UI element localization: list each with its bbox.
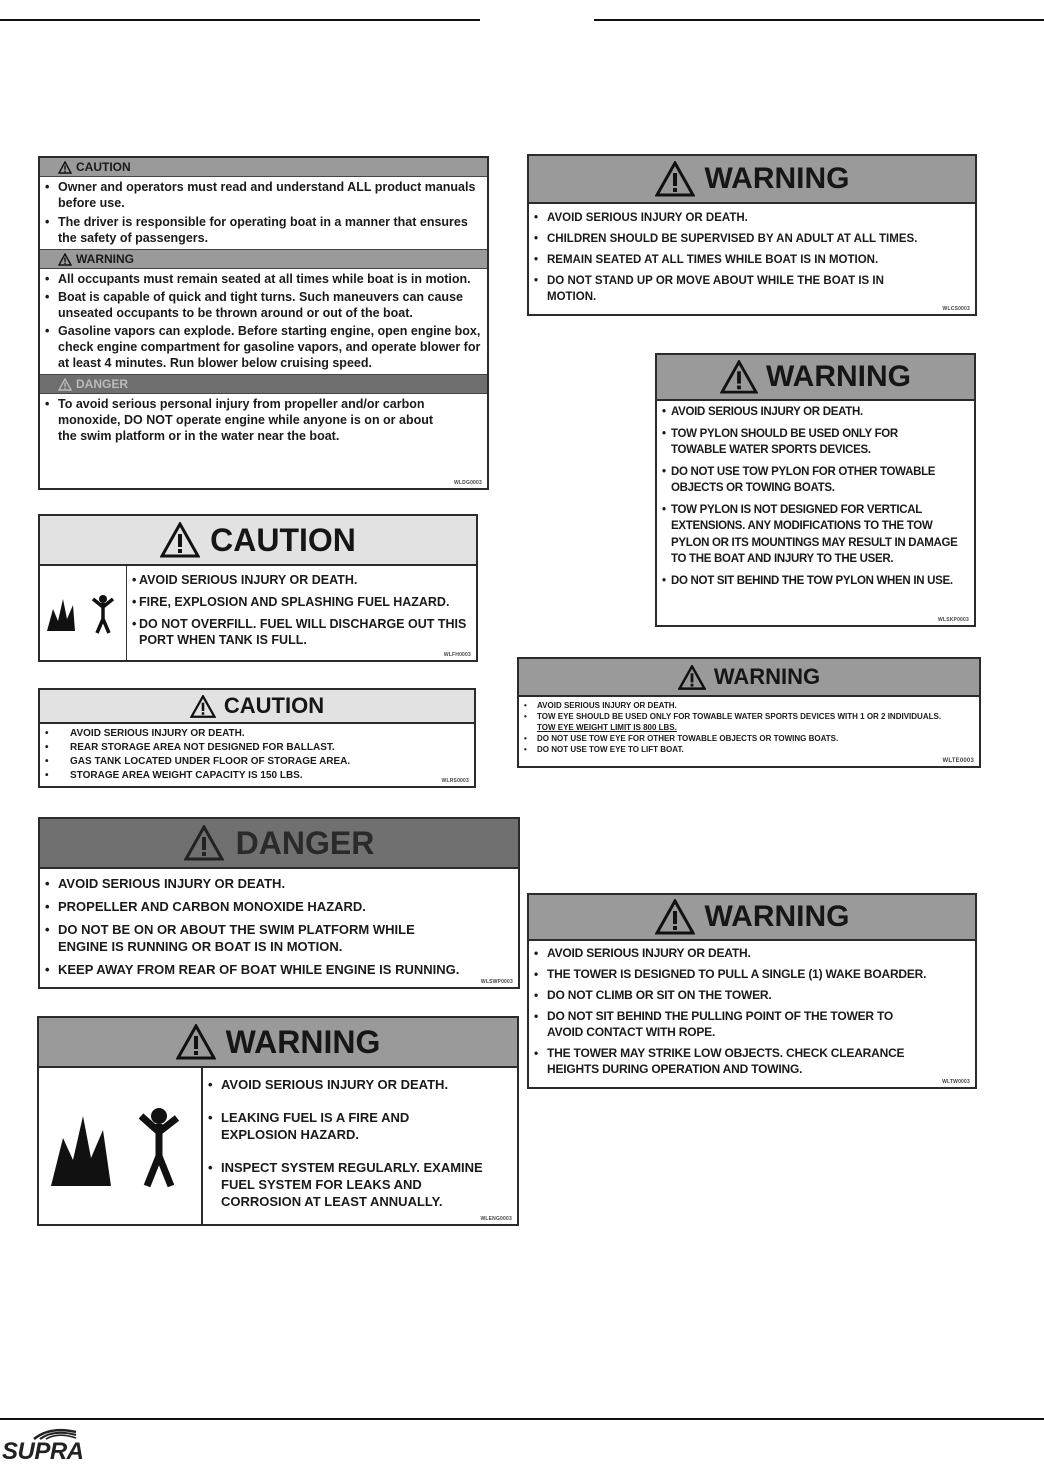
list-item: • TOW PYLON IS NOT DESIGNED FOR VERTICAL EXTENSIONS. ANY MODIFICATIONS TO THE TOW PYLON OR ITS MOUNTINGS MAY RESULT IN DAMAGE TO THE BOAT AND INJURY TO THE USER. [657,502,970,568]
supra-logo [2,1428,122,1465]
warning-header-text: WARNING [225,1023,381,1060]
combined-safety-label [38,156,489,490]
list-item: • GAS TANK LOCATED UNDER FLOOR OF STORAGE AREA. [40,755,470,769]
list-item: • AVOID SERIOUS INJURY OR DEATH. [127,572,472,588]
list-item: • Gasoline vapors can explode. Before starting engine, open engine box, check engine compartment for gasoline vapors, and operate blower for at least 4 minutes. Run blower below cruising speed. [40,323,483,371]
top-rule-right [594,19,1044,21]
fuel-caution-label [38,514,478,662]
list-item: • AVOID SERIOUS INJURY OR DEATH. [529,945,971,961]
list-item: • THE TOWER IS DESIGNED TO PULL A SINGLE (1) WAKE BOARDER. [529,966,971,982]
danger-header-text: DANGER [235,824,375,861]
list-item: • Owner and operators must read and understand ALL product manuals before use. [40,179,481,211]
list-item: • AVOID SERIOUS INJURY OR DEATH. [529,210,971,226]
list-item: • THE TOWER MAY STRIKE LOW OBJECTS. CHECK CLEARANCE HEIGHTS DURING OPERATION AND TOWING. [529,1045,971,1077]
warning-header [529,156,975,204]
tow-eye-warning-label [517,657,981,768]
caution-header-text: CAUTION [223,693,325,718]
list-item: • DO NOT SIT BEHIND THE TOW PYLON WHEN IN USE. [657,573,970,590]
warning-triangle-icon [190,695,216,718]
danger-subheader [40,374,487,394]
danger-subheader-text: DANGER [76,377,129,391]
list-item: • DO NOT OVERFILL. FUEL WILL DISCHARGE OUT THIS PORT WHEN TANK IS FULL. [127,616,472,648]
children-warning-list [529,204,975,305]
list-item: • DO NOT USE TOW EYE FOR OTHER TOWABLE OBJECTS OR TOWING BOATS. [519,733,975,744]
list-item: • FIRE, EXPLOSION AND SPLASHING FUEL HAZARD. [127,594,472,610]
warning-triangle-icon [160,522,200,558]
bottom-rule [0,1418,1044,1420]
caution-header-text: CAUTION [210,521,356,558]
tow-pylon-warning-label [655,353,976,627]
list-item: • KEEP AWAY FROM REAR OF BOAT WHILE ENGINE IS RUNNING. [40,961,512,978]
list-item: • To avoid serious personal injury from propeller and/or carbon monoxide, DO NOT operate engine while anyone is on or about the swim platform or in the water near the boat. [40,396,447,444]
fuel-leak-list [203,1068,517,1226]
warning-header-text: WARNING [766,360,911,393]
warning-header-text: WARNING [704,900,850,933]
list-item: • REMAIN SEATED AT ALL TIMES WHILE BOAT IS IN MOTION. [529,252,971,268]
label-code: WLFH0003 [443,652,471,658]
list-item: • DO NOT USE TOW EYE TO LIFT BOAT. [519,744,975,755]
warning-triangle-icon [655,161,695,197]
list-item: • AVOID SERIOUS INJURY OR DEATH. [40,875,512,892]
label-code: WLDG0003 [454,480,482,486]
explosion-person-icon [45,1102,195,1192]
list-item: • AVOID SERIOUS INJURY OR DEATH. [519,700,975,711]
warning-header-text: WARNING [704,162,850,195]
tower-warning-list [529,941,975,1077]
fuel-leak-warning-label [37,1016,519,1226]
tow-pylon-list [657,401,974,589]
fuel-caution-list [127,566,476,662]
fire-hazard-pictogram [39,1068,203,1226]
list-item: • DO NOT CLIMB OR SIT ON THE TOWER. [529,987,971,1003]
list-item: • PROPELLER AND CARBON MONOXIDE HAZARD. [40,898,512,915]
warning-header [529,895,975,941]
list-item: • DO NOT BE ON OR ABOUT THE SWIM PLATFORM WHILE ENGINE IS RUNNING OR BOAT IS IN MOTION. [40,921,512,955]
warning-header-text: WARNING [713,664,821,689]
swim-danger-list [40,869,518,978]
list-item: • INSPECT SYSTEM REGULARLY. EXAMINE FUEL SYSTEM FOR LEAKS AND CORROSION AT LEAST ANNUALLY. [203,1159,511,1210]
list-item: • DO NOT USE TOW PYLON FOR OTHER TOWABLE OBJECTS OR TOWING BOATS. [657,464,970,497]
explosion-person-icon [43,591,123,637]
caution-subheader [40,158,487,177]
danger-header [40,819,518,869]
list-item: • LEAKING FUEL IS A FIRE AND EXPLOSION HAZARD. [203,1109,511,1143]
storage-caution-list [40,724,474,783]
danger-list [40,394,487,447]
tower-warning-label [527,893,977,1089]
list-item: • TOW PYLON SHOULD BE USED ONLY FOR TOWABLE WATER SPORTS DEVICES. [657,426,970,459]
storage-caution-label [38,688,476,788]
list-item [519,711,975,733]
tow-eye-usage-text: TOW EYE SHOULD BE USED ONLY FOR TOWABLE WATER SPORTS DEVICES WITH 1 OR 2 INDIVIDUALS. [537,712,942,721]
caution-header [40,516,476,566]
top-rule-left [0,19,480,21]
list-item: • The driver is responsible for operating boat in a manner that ensures the safety of passengers. [40,214,481,246]
warning-triangle-icon [655,899,695,935]
warning-triangle-icon [184,825,224,861]
warning-header [519,659,979,697]
list-item: • AVOID SERIOUS INJURY OR DEATH. [657,404,970,421]
list-item: • STORAGE AREA WEIGHT CAPACITY IS 150 LBS. [40,769,470,783]
warning-subheader [40,249,487,269]
list-item: • DO NOT SIT BEHIND THE PULLING POINT OF THE TOWER TO AVOID CONTACT WITH ROPE. [529,1008,971,1040]
children-warning-label [527,154,977,316]
label-code: WLTW0003 [942,1079,970,1085]
tow-eye-list [519,697,979,755]
caution-list [40,177,487,249]
label-code: WLSKP0003 [938,617,969,623]
list-item: • Boat is capable of quick and tight turns. Such maneuvers can cause unseated occupants to be thrown around or out of the boat. [40,289,483,321]
list-item: • All occupants must remain seated at all times while boat is in motion. [40,271,483,287]
warning-triangle-icon [58,161,72,174]
label-code: WLTE0003 [942,758,974,764]
label-code: WLRS0003 [441,778,469,784]
label-code: WLENG0003 [480,1216,512,1222]
warning-subheader-text: WARNING [76,252,134,266]
warning-triangle-icon [176,1024,216,1060]
label-code: WLCS0003 [942,306,970,312]
warning-list [40,269,487,374]
tow-eye-weight-limit: TOW EYE WEIGHT LIMIT IS 800 LBS. [537,723,677,732]
warning-triangle-icon [720,360,758,394]
brand-wordmark: SUPRA [2,1438,84,1465]
list-item: • CHILDREN SHOULD BE SUPERVISED BY AN ADULT AT ALL TIMES. [529,231,971,247]
label-code: WLSWP0003 [480,979,513,985]
caution-header [40,690,474,724]
caution-subheader-text: CAUTION [76,160,131,174]
list-item: • AVOID SERIOUS INJURY OR DEATH. [203,1076,511,1093]
warning-header [657,355,974,401]
list-item: • AVOID SERIOUS INJURY OR DEATH. [40,727,470,741]
warning-triangle-icon [58,253,72,266]
swim-platform-danger-label [38,817,520,989]
list-item: • REAR STORAGE AREA NOT DESIGNED FOR BALLAST. [40,741,470,755]
fire-hazard-pictogram [40,566,127,662]
warning-triangle-icon [678,665,706,690]
list-item: • DO NOT STAND UP OR MOVE ABOUT WHILE THE BOAT IS IN MOTION. [529,273,971,305]
warning-triangle-icon [58,378,72,391]
warning-header [39,1018,517,1068]
